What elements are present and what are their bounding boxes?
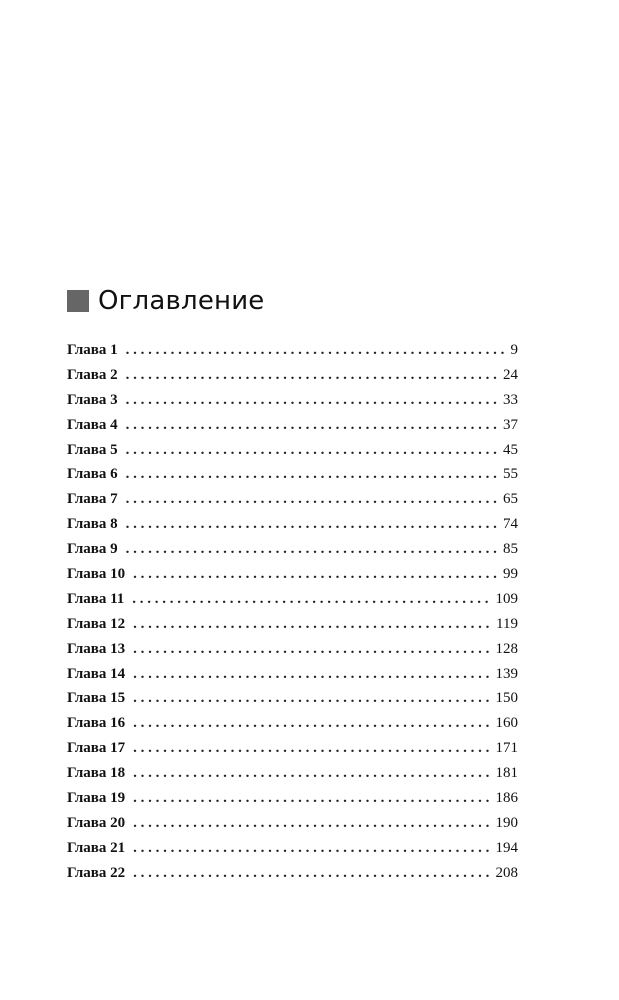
toc-entry [67, 711, 518, 736]
dot-leader [133, 736, 491, 761]
dot-leader [133, 786, 491, 811]
toc-entry [67, 462, 518, 487]
toc-entry-label: Глава 22 [67, 864, 126, 881]
toc-entry [67, 438, 518, 463]
toc-entry-label: Глава 2 [67, 366, 118, 383]
toc-entry-label: Глава 18 [67, 765, 126, 782]
dot-leader [133, 686, 491, 711]
dot-leader [126, 338, 507, 363]
square-bullet-icon [67, 290, 89, 312]
dot-leader [133, 637, 491, 662]
dot-leader [133, 662, 491, 687]
toc-entry-label: Глава 17 [67, 740, 126, 757]
toc-entry [67, 562, 518, 587]
toc-entry [67, 413, 518, 438]
dot-leader [133, 811, 491, 836]
toc-entry-page-number: 65 [503, 491, 518, 508]
toc-entry [67, 662, 518, 687]
toc-entry-page-number: 208 [495, 864, 518, 881]
toc-entry [67, 836, 518, 861]
toc-entry-page-number: 24 [503, 366, 518, 383]
toc-entry [67, 587, 518, 612]
toc-entry-page-number: 9 [510, 342, 518, 358]
toc-entry-page-number: 190 [495, 814, 518, 831]
toc-entry-label: Глава 5 [67, 441, 118, 458]
toc-entry-label: Глава 11 [67, 590, 125, 607]
toc-entry [67, 736, 518, 761]
toc-entry-label: Глава 21 [67, 839, 126, 856]
toc-header [67, 283, 518, 319]
dot-leader [126, 487, 499, 512]
toc-entry-page-number: 85 [503, 541, 518, 558]
dot-leader [133, 761, 491, 786]
toc-entry-page-number: 74 [503, 516, 518, 533]
toc-entry-page-number: 171 [495, 740, 518, 757]
toc-entry [67, 637, 518, 662]
toc-entry-label: Глава 14 [67, 665, 126, 682]
dot-leader [133, 612, 492, 637]
toc-entry-label: Глава 4 [67, 416, 118, 433]
toc-entry-label: Глава 7 [67, 491, 118, 508]
toc-entry-page-number: 150 [495, 690, 518, 707]
toc-entry-page-number: 194 [495, 839, 518, 856]
toc-entry-page-number: 99 [503, 566, 518, 583]
toc-entry-label: Глава 19 [67, 790, 126, 807]
toc-entry-page-number: 55 [503, 466, 518, 483]
toc-entry-page-number: 33 [503, 391, 518, 408]
toc-entry-page-number: 37 [503, 416, 518, 433]
toc-entry [67, 338, 518, 363]
toc-entry-page-number: 160 [495, 715, 518, 732]
toc-entry-label: Глава 12 [67, 615, 126, 632]
toc-entry-page-number: 139 [495, 665, 518, 682]
dot-leader [126, 438, 499, 463]
toc-entry [67, 388, 518, 413]
toc-entry-page-number: 109 [495, 590, 518, 607]
toc-entry-label: Глава 13 [67, 640, 126, 657]
toc-entry [67, 487, 518, 512]
dot-leader [132, 587, 491, 612]
toc-entry-page-number: 181 [495, 765, 518, 782]
toc-entry [67, 363, 518, 388]
toc-entry-page-number: 186 [495, 790, 518, 807]
toc-entry-label: Глава 6 [67, 466, 118, 483]
dot-leader [126, 388, 499, 413]
toc-entry-label: Глава 3 [67, 391, 118, 408]
toc-entry [67, 861, 518, 886]
dot-leader [126, 512, 499, 537]
toc-entry [67, 512, 518, 537]
toc-entry-label: Глава 9 [67, 541, 118, 558]
toc-entry-page-number: 128 [495, 640, 518, 657]
dot-leader [126, 413, 499, 438]
dot-leader [126, 363, 499, 388]
toc-entry-label: Глава 10 [67, 566, 126, 583]
table-of-contents [67, 283, 518, 886]
toc-entry-page-number: 45 [503, 441, 518, 458]
toc-entry [67, 811, 518, 836]
toc-entry-label: Глава 8 [67, 516, 118, 533]
toc-entry [67, 537, 518, 562]
dot-leader [126, 537, 499, 562]
toc-entry [67, 612, 518, 637]
dot-leader [126, 462, 499, 487]
dot-leader [133, 711, 491, 736]
toc-title: Оглавление [98, 286, 265, 316]
dot-leader [133, 836, 491, 861]
dot-leader [133, 562, 499, 587]
toc-entry-label: Глава 1 [67, 342, 118, 358]
toc-entry-label: Глава 15 [67, 690, 126, 707]
toc-entry [67, 686, 518, 711]
toc-entry [67, 761, 518, 786]
toc-entry [67, 786, 518, 811]
toc-entry-label: Глава 20 [67, 814, 126, 831]
toc-entry-list [67, 338, 518, 886]
dot-leader [133, 861, 491, 886]
toc-entry-label: Глава 16 [67, 715, 126, 732]
toc-entry-page-number: 119 [496, 615, 518, 632]
